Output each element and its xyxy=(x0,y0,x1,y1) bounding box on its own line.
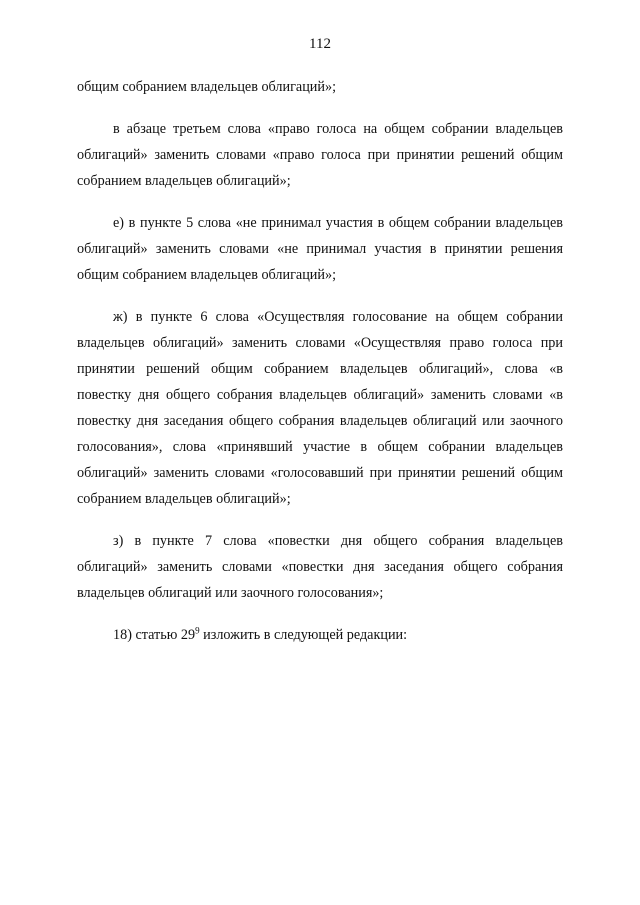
paragraph-item-z: з) в пункте 7 слова «повестки дня общего собрания владельцев облигаций» заменить словами «повестки дня заседания общего собрания владельцев облигаций или заочного голосования»; xyxy=(77,533,563,601)
article-superscript: 9 xyxy=(195,625,200,636)
paragraph-item-18-end: изложить в следующей редакции: xyxy=(199,627,408,643)
paragraph-abzac-third: в абзаце третьем слова «право голоса на общем собрании владельцев облигаций» заменить словами «право голоса при принятии решений общим собранием владельцев облигаций»; xyxy=(77,121,563,189)
paragraph-item-18-start: 18) статью 29 xyxy=(113,627,196,643)
paragraph-item-18 xyxy=(77,622,563,648)
paragraph-continuation: общим собранием владельцев облигаций»; xyxy=(77,79,337,95)
page-number: 112 xyxy=(309,36,331,52)
paragraph-item-e: е) в пункте 5 слова «не принимал участия в общем собрании владельцев облигаций» заменить словами «не принимал участия в принятии решения общим собранием владельцев облигаций»; xyxy=(77,215,563,283)
document-body xyxy=(77,74,563,654)
paragraph-item-zh: ж) в пункте 6 слова «Осуществляя голосование на общем собрании владельцев облигаций» заменить словами «Осуществляя право голоса при принятии решений общим собранием владельцев облигаций», слова «в повестку дня общего собрания владельцев облигаций» заменить словами «в повестку дня заседания общего собрания владельцев облигаций или заочного голосования», слова «принявший участие в общем собрании владельцев облигаций» заменить словами «голосовавший при принятии решений общим собранием владельцев облигаций»; xyxy=(77,309,563,507)
